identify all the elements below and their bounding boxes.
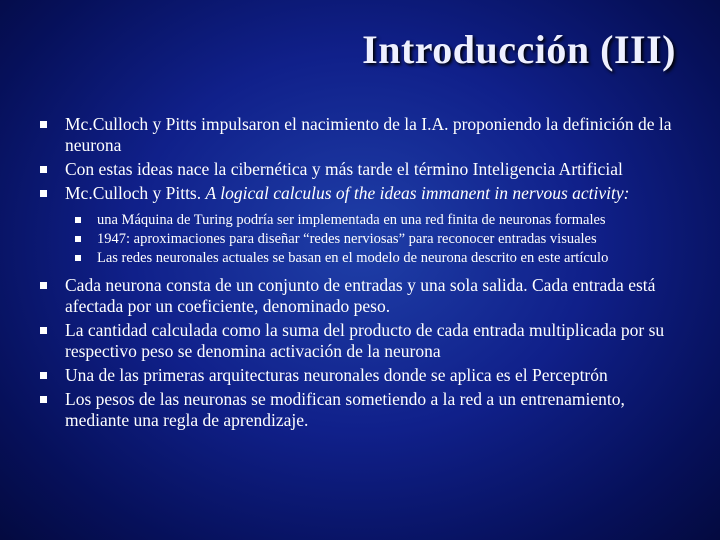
sub-list-item	[0, 250, 720, 267]
list-item	[0, 365, 720, 386]
sub-bullet-text: 1947: aproximaciones para diseñar “redes nerviosas” para reconocer entradas visuales	[97, 231, 597, 247]
list-item	[0, 183, 720, 204]
bullet-list	[0, 114, 720, 431]
bullet-text: Con estas ideas nace la cibernética y más tarde el término Inteligencia Artificial	[65, 159, 623, 179]
sub-list-item	[0, 231, 720, 248]
bullet-text: Mc.Culloch y Pitts.	[65, 183, 206, 203]
square-bullet-icon	[75, 255, 81, 261]
sub-bullet-text: Las redes neuronales actuales se basan en el modelo de neurona descrito en este artículo	[97, 250, 609, 266]
bullet-text: La cantidad calculada como la suma del producto de cada entrada multiplicada por su respectivo peso se denomina activación de la neurona	[65, 320, 665, 361]
square-bullet-icon	[75, 236, 81, 242]
list-item	[0, 159, 720, 180]
square-bullet-icon	[75, 217, 81, 223]
bullet-text: Una de las primeras arquitecturas neuronales donde se aplica es el Perceptrón	[65, 365, 608, 385]
list-item	[0, 389, 720, 431]
square-bullet-icon	[40, 121, 47, 128]
square-bullet-icon	[40, 190, 47, 197]
list-item	[0, 275, 720, 317]
square-bullet-icon	[40, 372, 47, 379]
slide-title: Introducción (III)	[362, 27, 676, 72]
bullet-text: Mc.Culloch y Pitts impulsaron el nacimiento de la I.A. proponiendo la definición de la neurona	[65, 114, 672, 155]
list-item	[0, 114, 720, 156]
square-bullet-icon	[40, 282, 47, 289]
sub-list-item	[0, 212, 720, 229]
bullet-text: Cada neurona consta de un conjunto de entradas y una sola salida. Cada entrada está afectada por un coeficiente, denominado peso.	[65, 275, 656, 316]
sub-bullet-list	[0, 212, 720, 267]
square-bullet-icon	[40, 327, 47, 334]
paper-title: A logical calculus of the ideas immanent in nervous activity:	[205, 183, 630, 203]
square-bullet-icon	[40, 166, 47, 173]
bullet-text: Los pesos de las neuronas se modifican sometiendo a la red a un entrenamiento, mediante una regla de aprendizaje.	[65, 389, 625, 430]
sub-bullet-text: una Máquina de Turing podría ser implementada en una red finita de neuronas formales	[97, 212, 606, 228]
list-item	[0, 320, 720, 362]
square-bullet-icon	[40, 396, 47, 403]
